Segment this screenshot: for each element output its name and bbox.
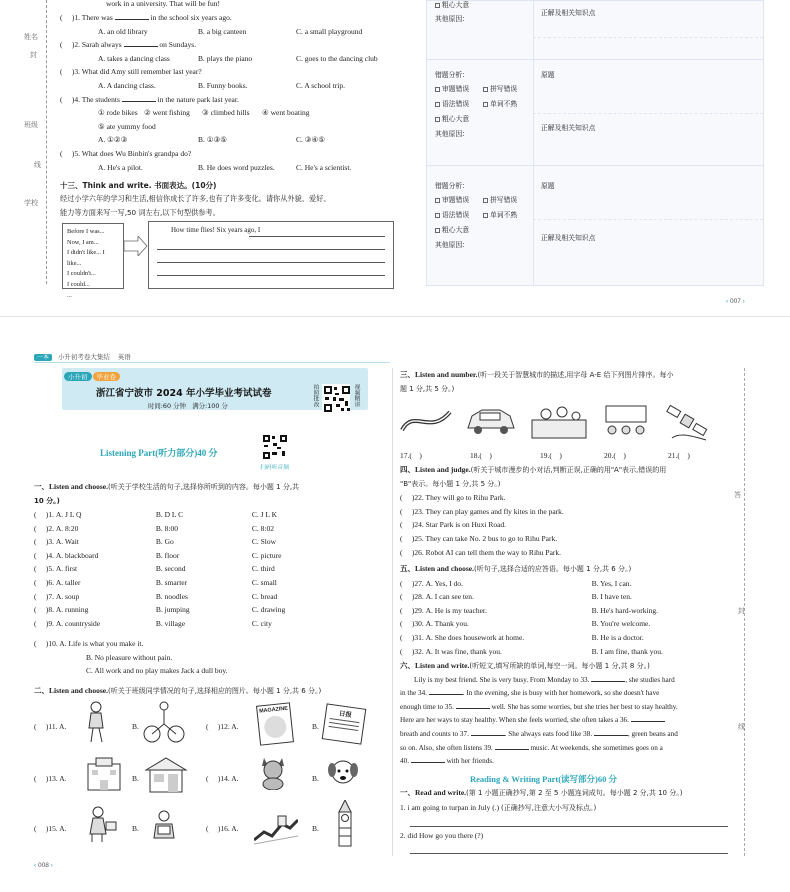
margin-label-seal: 封 (738, 607, 745, 615)
page-number-007: ‹ 007 › (726, 298, 745, 305)
walking-girl-icon (82, 700, 110, 744)
magazine-icon: MAGAZINE (256, 702, 294, 745)
audio-qr-code-icon[interactable] (262, 434, 288, 460)
checkbox-grammar[interactable]: 语法错误 (435, 98, 469, 108)
section-rw-1-heading: 一、Read and write.(第 1 小题正确抄写,第 2 至 5 小题连词成句。每小题 2 分,共 10 分。) (400, 788, 683, 797)
option-b-label: B. (312, 824, 319, 833)
side-label-line: 线 (34, 161, 41, 169)
response-choice-row: ( )27. A. Yes, I do. B. Yes, I can. (400, 578, 632, 588)
car-icon (462, 404, 518, 438)
section-3-heading: 三、Listen and number.(听一段关于智慧城市的描述,用字母 A-E 给下列图片排序。每小 题 1 分,共 5 分。) (400, 370, 674, 393)
family-room-icon (530, 404, 588, 440)
correct-answer-label: 正解及相关知识点 (541, 234, 596, 242)
option-b-label: B. (132, 824, 139, 833)
listening-choice-row: ( )9. A. countryside B. village C. city (34, 618, 272, 628)
checkbox-spelling[interactable]: 拼写错误 (483, 83, 517, 93)
other-reason-label: 其他原因: (435, 15, 465, 23)
series-name: 小升初考卷大集结 (57, 353, 110, 361)
listening-choice-row: ( )4. A. blackboard B. floor C. picture (34, 550, 282, 560)
side-label-school: 学校 (24, 199, 38, 207)
sentence-patterns-note: Before I was... Now, I am... I didn't like... I like... I couldn't... I could... ... (62, 223, 124, 289)
answer-line[interactable] (410, 853, 728, 854)
answer-blank[interactable] (122, 94, 156, 102)
writing-start: How time flies! Six years ago, I (171, 226, 261, 234)
listening-passage (400, 674, 736, 769)
other-reason-label: 其他原因: (435, 130, 465, 138)
option-b-label: B. (312, 774, 319, 783)
checkbox-spelling[interactable]: 拼写错误 (483, 194, 517, 204)
passage-line: Lily is my best friend. She is very busy. From Monday to 33. , she studies hard (414, 675, 675, 684)
dog-icon (326, 756, 360, 790)
response-choice-row: ( )30. A. Thank you. B. You're welcome. (400, 619, 651, 629)
original-question-label: 原题 (541, 71, 555, 79)
binding-line (46, 0, 47, 284)
answer-blank[interactable] (631, 714, 665, 722)
checkbox-careless[interactable]: 粗心大意 (435, 113, 469, 123)
hospital-building-icon (84, 756, 124, 792)
question-15: ( )15. A. (34, 824, 67, 833)
page-number-008: ‹ 008 › (34, 862, 53, 869)
error-analysis-title: 错题分析: (435, 182, 465, 190)
answer-blank[interactable] (429, 687, 463, 695)
listening-choice-row: ( )5. A. first B. second C. third (34, 564, 275, 574)
judge-item: ( )22. They will go to Rihu Park. (400, 493, 506, 503)
question-14: ( )14. A. (206, 774, 239, 783)
exam-badge: 小升初 毕业卷 (64, 372, 120, 381)
listening-choice-row: ( )1. A. J L Q B. D L C C. J L K (34, 510, 278, 519)
answer-blank[interactable] (124, 39, 158, 47)
checkbox-grammar[interactable]: 语法错误 (435, 209, 469, 219)
section-13-text-2: 能力等方面来写一写,50 词左右,以下句型供参考。 (60, 208, 220, 217)
exam-meta: 时间:60 分钟 满分:100 分 (148, 402, 228, 410)
judge-item: ( )23. They can play games and fly kites in the park. (400, 506, 564, 516)
question-16: ( )16. A. (206, 824, 239, 833)
option-b-label: B. (132, 722, 139, 731)
section-3-answer-row: 17.( ) 18.( ) 19.( ) 20.( ) 21.( ) (400, 451, 690, 460)
side-label-class: 班级 (24, 121, 38, 129)
classroom-icon (598, 404, 654, 440)
section-1-questions (34, 508, 374, 630)
cycling-boy-icon (142, 700, 186, 744)
listening-choice-row: ( )3. A. Wait B. Go C. Slow (34, 537, 277, 547)
shop-building-icon (144, 756, 188, 794)
question-row: ( )2. Sarah always on Sundays. (60, 40, 197, 50)
error-analysis-panel (426, 0, 764, 286)
page-header (34, 352, 131, 361)
options-row: A. He's a pilot. B. He does word puzzles. C. He's a scientist. (98, 162, 352, 172)
section-6: 六、Listen and write.(听短文,填写所缺的单词,每空一词。每小题 1 分,共 8 分。) Lily is my best friend. She is very busy. From Monday to 33. , she studies hard in the 34. . In the evening, she is busy with her homework, so she doesn't have enough time to 35. well. She has some worries, but she tries her best to stay healthy. Here are her ways to stay healthy. When she feels worried, she often takes a 36. breath and counts to 37. . She always eats food like 38. , green beans and so on. Also, she often listens 39. music. At weekends, she sometimes goes on a 40. with her friends. (400, 659, 736, 769)
option-b-label: B. (132, 774, 139, 783)
passage-line: breath and counts to 37. . She always eats food like 38. , green beans and (400, 729, 678, 738)
writing-box[interactable] (148, 221, 394, 289)
options-row: A. A dancing class. B. Funny books. C. A school trip. (98, 80, 345, 90)
subject-name: 英语 (117, 353, 131, 361)
checkbox-vocab[interactable]: 单词不熟 (483, 209, 517, 219)
question-10: ( )10. A. Life is what you make it. B. No pleasure without pain. C. All work and no play makes Jack a dull boy. (34, 639, 228, 676)
question-row: ( )5. What does Wu Binbin's grandpa do? (60, 148, 192, 158)
correct-answer-label: 正解及相关知识点 (541, 124, 596, 132)
listening-choice-row: ( )8. A. running B. jumping C. drawing (34, 605, 286, 615)
section-title: 一、Listen and choose. (34, 482, 108, 491)
passage-line: 40. with her friends. (400, 757, 494, 766)
option-b-label: B. (312, 722, 319, 731)
checkbox-vocab[interactable]: 单词不熟 (483, 98, 517, 108)
section-13-title: 十三、Think and write. 书面表达。(10分) (60, 181, 217, 190)
section-13-text-1: 经过小学六年的学习和生活,相信你成长了许多,也有了许多变化。请你从外貌、爱好、 (60, 194, 331, 203)
margin-label-answer: 答 (734, 491, 741, 499)
page-divider (0, 316, 790, 317)
section-1: 一、Listen and choose.(听关于学校生活的句子,选择你所听到的内容。每小题 1 分,共 10 分。) (34, 482, 300, 505)
great-wall-icon (254, 806, 298, 846)
question-row: ( )1. There was in the school six years ago. (60, 13, 232, 22)
checkbox-careless[interactable]: 粗心大意 (435, 0, 469, 9)
margin-label-line: 线 (738, 723, 745, 731)
section-4: 四、Listen and judge.(听关于城市漫步的小对话,判断正误,正确的用"A"表示,错误的用 "B"表示。每小题 1 分,共 5 分。) ( )22. They will go to Rihu Park. ( )23. They can play games and fly kites in the park. ( )24. Star Park is on Huxi Road. ( )25. They can take No. 2 bus to go to Rihu Park. ( )26. Robot AI can tell them the way to Rihu Park. (400, 463, 736, 559)
passage-line: enough time to 35. well. She has some worries, but she tries her best to stay healthy. (400, 702, 678, 711)
passage-line: in the 34. . In the evening, she is busy with her homework, so she doesn't have (400, 689, 660, 698)
response-choice-row: ( )31. A. She does housework at home. B. He is a doctor. (400, 632, 644, 642)
question-row: ( )4. The students in the nature park last year. (60, 94, 239, 104)
question-12: ( )12. A. (206, 722, 239, 731)
rw-question-1: 1. i am going to turpan in July (.) (正确抄写,注意大小写及标点。) (400, 803, 597, 812)
answer-blank[interactable] (594, 728, 628, 736)
qr-right-label: 视频精讲 (353, 384, 359, 408)
checkbox-misread[interactable]: 审题错误 (435, 194, 469, 204)
answer-blank[interactable] (411, 755, 445, 763)
boy-reading-icon (144, 808, 184, 844)
response-choice-row: ( )28. A. I can see ten. B. I have ten. (400, 592, 632, 602)
rw-question-2: 2. did How go you there (?) (400, 831, 484, 840)
big-ben-icon (330, 800, 360, 848)
satellite-icon (666, 402, 710, 442)
correct-answer-label: 正解及相关知识点 (541, 9, 596, 17)
judge-item: ( )25. They can take No. 2 bus to go to Rihu Park. (400, 533, 558, 543)
listening-choice-row: ( )6. A. taller B. smarter C. small (34, 577, 277, 587)
girl-watering-icon (82, 804, 122, 844)
multiple-choice-block (60, 11, 420, 174)
newspaper-icon: 日报 (322, 703, 367, 744)
question-row: ( )3. What did Amy still remember last year? (60, 67, 202, 77)
response-choice-row: ( )29. A. He is my teacher. B. He's hard-working. (400, 605, 658, 615)
sub-items-row: ① rode bikes ② went fishing ③ climbed hills ④ went boating (98, 108, 310, 118)
passage-line: so on. Also, she often listens 39. music. At weekends, she sometimes goes on a (400, 743, 663, 752)
brand-logo: 一本 (34, 354, 52, 361)
highway-icon (400, 402, 452, 436)
answer-blank[interactable] (495, 742, 529, 750)
truncated-line: work in a university. That will be fun! (106, 0, 220, 8)
sub-items-row: ⑤ ate yummy food (98, 121, 156, 131)
options-row: A. an old library B. a big canteen C. a small playground (98, 26, 363, 36)
response-choice-row: ( )32. A. It was fine, thank you. B. I am fine, thank you. (400, 646, 663, 656)
side-label-seal: 封 (30, 51, 37, 59)
qr-left-label: 拍照批改 (312, 384, 318, 408)
answer-blank[interactable] (115, 12, 149, 20)
answer-line[interactable] (410, 826, 728, 827)
listening-choice-row: ( )2. A. 8:20 B. 8:00 C. 8:02 (34, 523, 274, 533)
checkbox-misread[interactable]: 审题错误 (435, 83, 469, 93)
reading-writing-title: Reading & Writing Part(读写部分)60 分 (470, 774, 618, 784)
cat-icon (258, 754, 288, 790)
section-2-heading: 二、Listen and choose.(听关于班级同学情况的句子,选择相应的图片。每小题 1 分,共 6 分。) (34, 686, 322, 695)
other-reason-label: 其他原因: (435, 241, 465, 249)
original-question-label: 原题 (541, 182, 555, 190)
judge-item: ( )26. Robot AI can tell them the way to Rihu Park. (400, 547, 562, 557)
question-11: ( )11. A. (34, 722, 67, 731)
judge-item: ( )24. Star Park is on Huxi Road. (400, 520, 507, 530)
listening-part-title: Listening Part(听力部分)40 分 (100, 448, 218, 458)
qr-code-icon[interactable] (322, 384, 350, 412)
error-analysis-title: 错题分析: (435, 71, 465, 79)
checkbox-careless[interactable]: 粗心大意 (435, 224, 469, 234)
options-row: A. ①②③ B. ①③⑤ C. ③④⑤ (98, 135, 325, 145)
question-13: ( )13. A. (34, 774, 67, 783)
passage-line: Here are her ways to stay healthy. When she feels worried, she often takes a 36. (400, 714, 736, 728)
options-row: A. takes a dancing class B. plays the piano C. goes to the dancing club (98, 53, 378, 63)
listening-choice-row: ( )7. A. soup B. noodles C. bread (34, 591, 278, 601)
answer-blank[interactable] (456, 701, 490, 709)
arrow-icon (124, 236, 148, 256)
section-5: 五、Listen and choose.(听句子,选择合适的应答语。每小题 1 分,共 6 分。) ( )27. A. Yes, I do. B. Yes, I can. ( )28. A. I can see ten. B. I have ten. ( )29. A. He is my teacher. B. He's hard-working. ( )30. A. Thank you. B. You're welcome. ( )31. A. She does housework at home. B. He is a doctor. ( )32. A. It was fine, thank you. B. I am fine, thank you. (400, 562, 736, 658)
exam-title: 浙江省宁波市 2024 年小学毕业考试试卷 (96, 388, 272, 399)
audio-qr-label: 扫码听音频 (260, 465, 289, 471)
answer-blank[interactable] (471, 728, 505, 736)
side-label-name: 姓名 (24, 33, 38, 41)
answer-blank[interactable] (591, 674, 625, 682)
